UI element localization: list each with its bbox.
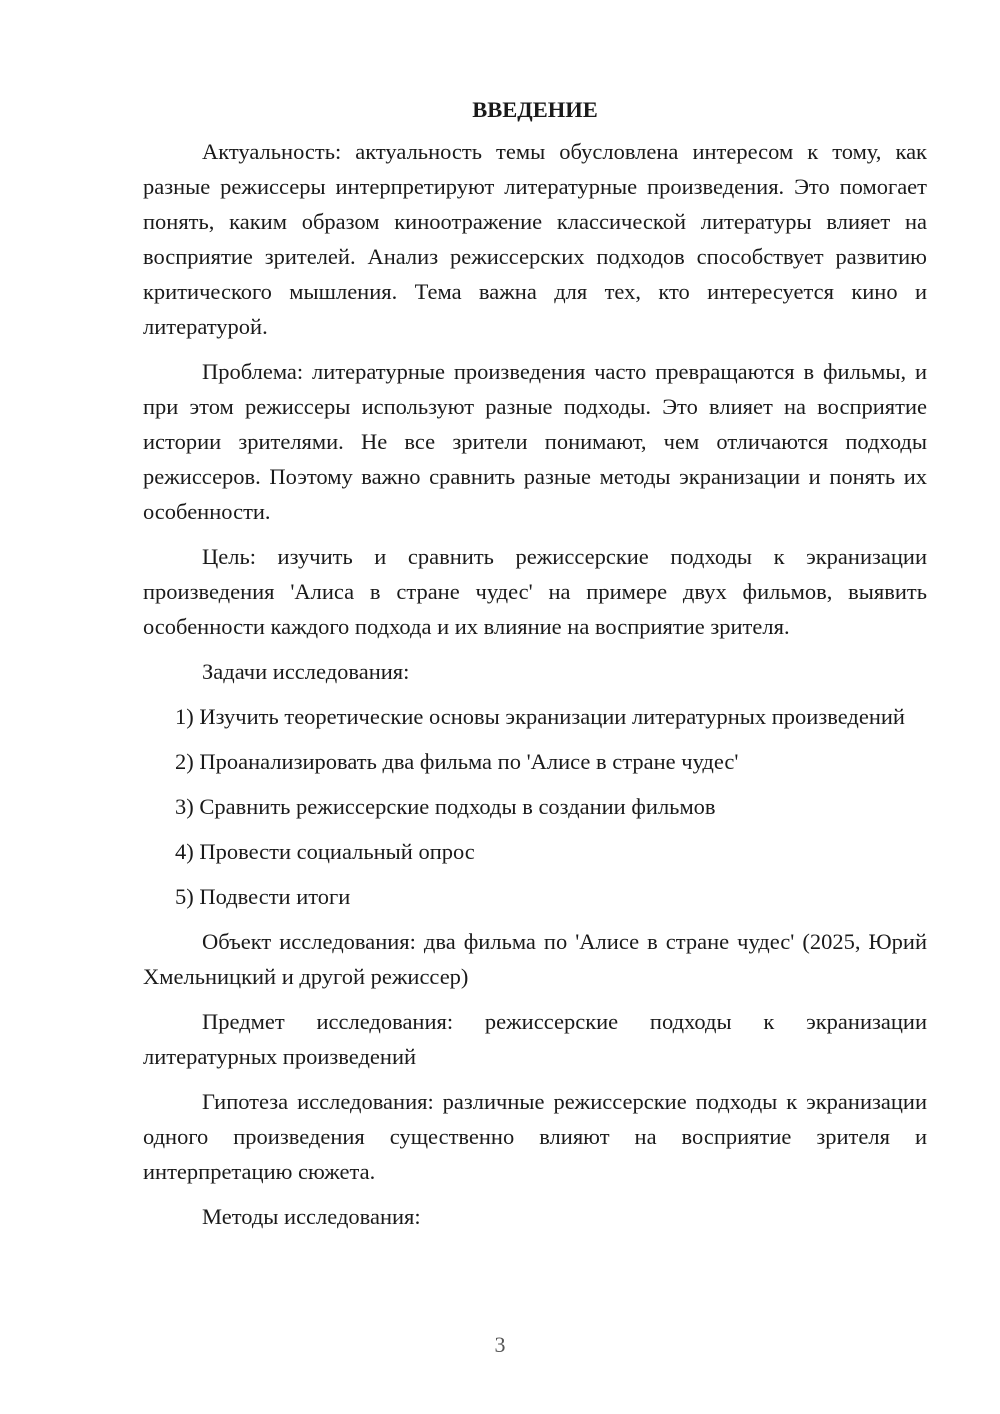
paragraph-goal: Цель: изучить и сравнить режиссерские подходы к экранизации произведения 'Алиса в стране чудес' на примере двух фильмов, выявить особенности каждого подхода и их влияние на восприятие зрителя. (143, 544, 927, 639)
task-item-1: 1) Изучить теоретические основы экранизации литературных произведений (175, 704, 905, 729)
paragraph-relevance: Актуальность: актуальность темы обусловлена интересом к тому, как разные режиссеры интерпретируют литературные произведения. Это помогает понять, каким образом киноотражение классической литературы влияет на восприятие зрителей. Анализ режиссерских подходов способствует развитию критического мышления. Тема важна для тех, кто интересуется кино и литературой. (143, 139, 927, 339)
task-item-4: 4) Провести социальный опрос (175, 839, 475, 864)
task-item-2: 2) Проанализировать два фильма по 'Алисе в стране чудес' (175, 749, 739, 774)
methods-heading: Методы исследования: (202, 1204, 421, 1229)
paragraph-object: Объект исследования: два фильма по 'Алисе в стране чудес' (2025, Юрий Хмельницкий и другой режиссер) (143, 929, 927, 989)
paragraph-hypothesis: Гипотеза исследования: различные режиссерские подходы к экранизации одного произведения существенно влияют на восприятие зрителя и интерпретацию сюжета. (143, 1089, 927, 1184)
tasks-heading: Задачи исследования: (202, 659, 410, 684)
task-item-5: 5) Подвести итоги (175, 884, 351, 909)
page-number: 3 (494, 1332, 506, 1357)
paragraph-problem: Проблема: литературные произведения часто превращаются в фильмы, и при этом режиссеры используют разные подходы. Это влияет на восприятие истории зрителями. Не все зрители понимают, чем отличаются подходы режиссеров. Поэтому важно сравнить разные методы экранизации и понять их особенности. (143, 359, 927, 524)
section-title: ВВЕДЕНИЕ (472, 97, 598, 122)
task-item-3: 3) Сравнить режиссерские подходы в создании фильмов (175, 794, 716, 819)
paragraph-subject: Предмет исследования: режиссерские подходы к экранизации литературных произведений (143, 1009, 927, 1069)
page-content (143, 94, 927, 1244)
